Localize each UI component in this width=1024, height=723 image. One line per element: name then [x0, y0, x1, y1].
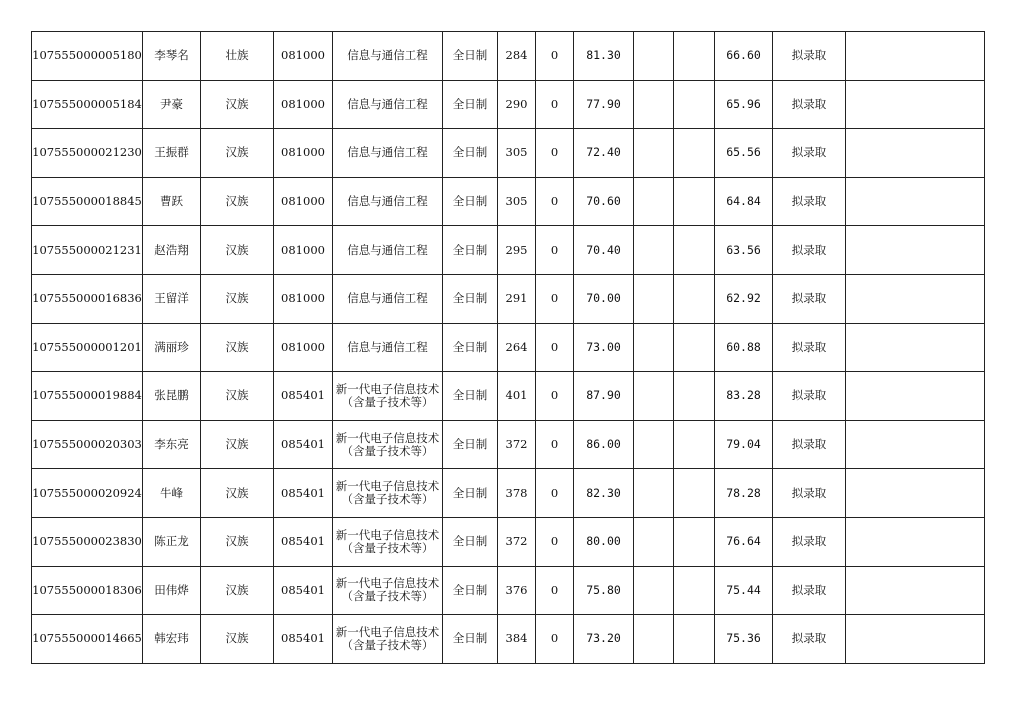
empty-cell	[634, 420, 674, 469]
study-mode-cell: 全日制	[443, 274, 498, 323]
ethnicity-cell: 汉族	[201, 615, 274, 664]
major-code-cell: 085401	[274, 372, 333, 421]
candidate-id-cell: 107555000018845	[32, 177, 143, 226]
total-score-cell: 65.56	[715, 129, 773, 178]
ethnicity-cell: 汉族	[201, 469, 274, 518]
candidate-id-cell: 107555000014665	[32, 615, 143, 664]
name-cell: 赵浩翔	[143, 226, 201, 275]
name-cell: 陈正龙	[143, 517, 201, 566]
empty-cell	[674, 517, 715, 566]
empty-cell	[674, 274, 715, 323]
ethnicity-cell: 汉族	[201, 372, 274, 421]
table-row	[32, 274, 985, 323]
ethnicity-cell: 汉族	[201, 129, 274, 178]
study-mode-cell: 全日制	[443, 372, 498, 421]
major-name-cell: 信息与通信工程	[333, 80, 443, 129]
empty-cell	[634, 177, 674, 226]
empty-cell	[674, 615, 715, 664]
name-cell: 尹豪	[143, 80, 201, 129]
major-code-cell: 085401	[274, 566, 333, 615]
interview-score-cell: 73.20	[574, 615, 634, 664]
total-score-cell: 64.84	[715, 177, 773, 226]
bonus-score-cell: 0	[536, 517, 574, 566]
total-score-cell: 63.56	[715, 226, 773, 275]
empty-cell	[634, 80, 674, 129]
admission-status-cell: 拟录取	[773, 615, 846, 664]
empty-cell	[674, 129, 715, 178]
study-mode-cell: 全日制	[443, 566, 498, 615]
table-row	[32, 80, 985, 129]
initial-score-cell: 295	[498, 226, 536, 275]
admission-status-cell: 拟录取	[773, 80, 846, 129]
remarks-cell	[846, 566, 985, 615]
initial-score-cell: 264	[498, 323, 536, 372]
table-row	[32, 517, 985, 566]
empty-cell	[634, 226, 674, 275]
empty-cell	[634, 469, 674, 518]
remarks-cell	[846, 80, 985, 129]
admission-status-cell: 拟录取	[773, 274, 846, 323]
bonus-score-cell: 0	[536, 323, 574, 372]
interview-score-cell: 75.80	[574, 566, 634, 615]
ethnicity-cell: 汉族	[201, 420, 274, 469]
name-cell: 李琴名	[143, 32, 201, 81]
interview-score-cell: 72.40	[574, 129, 634, 178]
interview-score-cell: 70.00	[574, 274, 634, 323]
initial-score-cell: 401	[498, 372, 536, 421]
major-code-cell: 081000	[274, 80, 333, 129]
name-cell: 张昆鹏	[143, 372, 201, 421]
empty-cell	[674, 32, 715, 81]
empty-cell	[634, 566, 674, 615]
major-code-cell: 085401	[274, 615, 333, 664]
interview-score-cell: 70.40	[574, 226, 634, 275]
major-name-cell: 信息与通信工程	[333, 32, 443, 81]
interview-score-cell: 82.30	[574, 469, 634, 518]
candidate-id-cell: 107555000001201	[32, 323, 143, 372]
name-cell: 满丽珍	[143, 323, 201, 372]
bonus-score-cell: 0	[536, 274, 574, 323]
admission-status-cell: 拟录取	[773, 226, 846, 275]
study-mode-cell: 全日制	[443, 420, 498, 469]
major-name-cell: 信息与通信工程	[333, 129, 443, 178]
remarks-cell	[846, 177, 985, 226]
remarks-cell	[846, 32, 985, 81]
candidate-id-cell: 107555000021231	[32, 226, 143, 275]
admission-status-cell: 拟录取	[773, 517, 846, 566]
remarks-cell	[846, 517, 985, 566]
major-name-cell: 新一代电子信息技术（含量子技术等）	[333, 517, 443, 566]
candidate-id-cell: 107555000020924	[32, 469, 143, 518]
initial-score-cell: 376	[498, 566, 536, 615]
total-score-cell: 62.92	[715, 274, 773, 323]
table-row	[32, 372, 985, 421]
total-score-cell: 79.04	[715, 420, 773, 469]
candidate-id-cell: 107555000019884	[32, 372, 143, 421]
study-mode-cell: 全日制	[443, 469, 498, 518]
interview-score-cell: 86.00	[574, 420, 634, 469]
major-name-cell: 信息与通信工程	[333, 323, 443, 372]
major-name-cell: 信息与通信工程	[333, 226, 443, 275]
initial-score-cell: 384	[498, 615, 536, 664]
admission-status-cell: 拟录取	[773, 323, 846, 372]
name-cell: 曹跃	[143, 177, 201, 226]
admission-table	[31, 31, 985, 664]
bonus-score-cell: 0	[536, 226, 574, 275]
major-name-cell: 信息与通信工程	[333, 274, 443, 323]
study-mode-cell: 全日制	[443, 129, 498, 178]
major-name-cell: 信息与通信工程	[333, 177, 443, 226]
study-mode-cell: 全日制	[443, 226, 498, 275]
table-row	[32, 177, 985, 226]
empty-cell	[674, 469, 715, 518]
remarks-cell	[846, 420, 985, 469]
table-row	[32, 566, 985, 615]
initial-score-cell: 291	[498, 274, 536, 323]
admission-status-cell: 拟录取	[773, 372, 846, 421]
total-score-cell: 60.88	[715, 323, 773, 372]
admission-status-cell: 拟录取	[773, 420, 846, 469]
bonus-score-cell: 0	[536, 420, 574, 469]
major-code-cell: 081000	[274, 274, 333, 323]
bonus-score-cell: 0	[536, 32, 574, 81]
interview-score-cell: 87.90	[574, 372, 634, 421]
ethnicity-cell: 汉族	[201, 177, 274, 226]
study-mode-cell: 全日制	[443, 80, 498, 129]
empty-cell	[634, 323, 674, 372]
table-row	[32, 129, 985, 178]
major-code-cell: 085401	[274, 517, 333, 566]
initial-score-cell: 372	[498, 517, 536, 566]
admission-status-cell: 拟录取	[773, 129, 846, 178]
interview-score-cell: 81.30	[574, 32, 634, 81]
major-name-cell: 新一代电子信息技术（含量子技术等）	[333, 469, 443, 518]
interview-score-cell: 73.00	[574, 323, 634, 372]
ethnicity-cell: 汉族	[201, 80, 274, 129]
table-row	[32, 323, 985, 372]
initial-score-cell: 378	[498, 469, 536, 518]
study-mode-cell: 全日制	[443, 323, 498, 372]
admission-status-cell: 拟录取	[773, 566, 846, 615]
name-cell: 韩宏玮	[143, 615, 201, 664]
candidate-id-cell: 107555000016836	[32, 274, 143, 323]
candidate-id-cell: 107555000021230	[32, 129, 143, 178]
empty-cell	[634, 274, 674, 323]
major-code-cell: 081000	[274, 32, 333, 81]
total-score-cell: 75.36	[715, 615, 773, 664]
name-cell: 王振群	[143, 129, 201, 178]
bonus-score-cell: 0	[536, 177, 574, 226]
total-score-cell: 65.96	[715, 80, 773, 129]
initial-score-cell: 305	[498, 129, 536, 178]
total-score-cell: 75.44	[715, 566, 773, 615]
name-cell: 王留洋	[143, 274, 201, 323]
table-row	[32, 226, 985, 275]
total-score-cell: 83.28	[715, 372, 773, 421]
remarks-cell	[846, 372, 985, 421]
table-row	[32, 420, 985, 469]
ethnicity-cell: 汉族	[201, 517, 274, 566]
table-body	[32, 32, 985, 664]
ethnicity-cell: 汉族	[201, 323, 274, 372]
name-cell: 牛峰	[143, 469, 201, 518]
interview-score-cell: 77.90	[574, 80, 634, 129]
bonus-score-cell: 0	[536, 566, 574, 615]
total-score-cell: 78.28	[715, 469, 773, 518]
bonus-score-cell: 0	[536, 615, 574, 664]
table-row	[32, 32, 985, 81]
major-code-cell: 081000	[274, 226, 333, 275]
bonus-score-cell: 0	[536, 80, 574, 129]
candidate-id-cell: 107555000018306	[32, 566, 143, 615]
bonus-score-cell: 0	[536, 469, 574, 518]
ethnicity-cell: 汉族	[201, 274, 274, 323]
remarks-cell	[846, 323, 985, 372]
total-score-cell: 76.64	[715, 517, 773, 566]
total-score-cell: 66.60	[715, 32, 773, 81]
empty-cell	[634, 372, 674, 421]
ethnicity-cell: 汉族	[201, 566, 274, 615]
bonus-score-cell: 0	[536, 129, 574, 178]
candidate-id-cell: 107555000005184	[32, 80, 143, 129]
remarks-cell	[846, 226, 985, 275]
empty-cell	[674, 420, 715, 469]
study-mode-cell: 全日制	[443, 615, 498, 664]
empty-cell	[674, 177, 715, 226]
empty-cell	[634, 517, 674, 566]
table-row	[32, 469, 985, 518]
candidate-id-cell: 107555000005180	[32, 32, 143, 81]
initial-score-cell: 305	[498, 177, 536, 226]
name-cell: 田伟烨	[143, 566, 201, 615]
major-code-cell: 085401	[274, 420, 333, 469]
admission-status-cell: 拟录取	[773, 469, 846, 518]
ethnicity-cell: 汉族	[201, 226, 274, 275]
empty-cell	[674, 566, 715, 615]
admission-status-cell: 拟录取	[773, 177, 846, 226]
candidate-id-cell: 107555000023830	[32, 517, 143, 566]
initial-score-cell: 290	[498, 80, 536, 129]
table-row	[32, 615, 985, 664]
major-name-cell: 新一代电子信息技术（含量子技术等）	[333, 372, 443, 421]
empty-cell	[674, 372, 715, 421]
initial-score-cell: 284	[498, 32, 536, 81]
remarks-cell	[846, 274, 985, 323]
candidate-id-cell: 107555000020303	[32, 420, 143, 469]
empty-cell	[634, 615, 674, 664]
remarks-cell	[846, 129, 985, 178]
bonus-score-cell: 0	[536, 372, 574, 421]
major-name-cell: 新一代电子信息技术（含量子技术等）	[333, 566, 443, 615]
major-code-cell: 081000	[274, 129, 333, 178]
empty-cell	[674, 80, 715, 129]
remarks-cell	[846, 469, 985, 518]
major-name-cell: 新一代电子信息技术（含量子技术等）	[333, 615, 443, 664]
interview-score-cell: 80.00	[574, 517, 634, 566]
major-code-cell: 081000	[274, 323, 333, 372]
major-code-cell: 085401	[274, 469, 333, 518]
remarks-cell	[846, 615, 985, 664]
ethnicity-cell: 壮族	[201, 32, 274, 81]
interview-score-cell: 70.60	[574, 177, 634, 226]
empty-cell	[674, 226, 715, 275]
initial-score-cell: 372	[498, 420, 536, 469]
empty-cell	[674, 323, 715, 372]
empty-cell	[634, 129, 674, 178]
study-mode-cell: 全日制	[443, 32, 498, 81]
empty-cell	[634, 32, 674, 81]
study-mode-cell: 全日制	[443, 177, 498, 226]
study-mode-cell: 全日制	[443, 517, 498, 566]
major-code-cell: 081000	[274, 177, 333, 226]
major-name-cell: 新一代电子信息技术（含量子技术等）	[333, 420, 443, 469]
admission-status-cell: 拟录取	[773, 32, 846, 81]
name-cell: 李东亮	[143, 420, 201, 469]
